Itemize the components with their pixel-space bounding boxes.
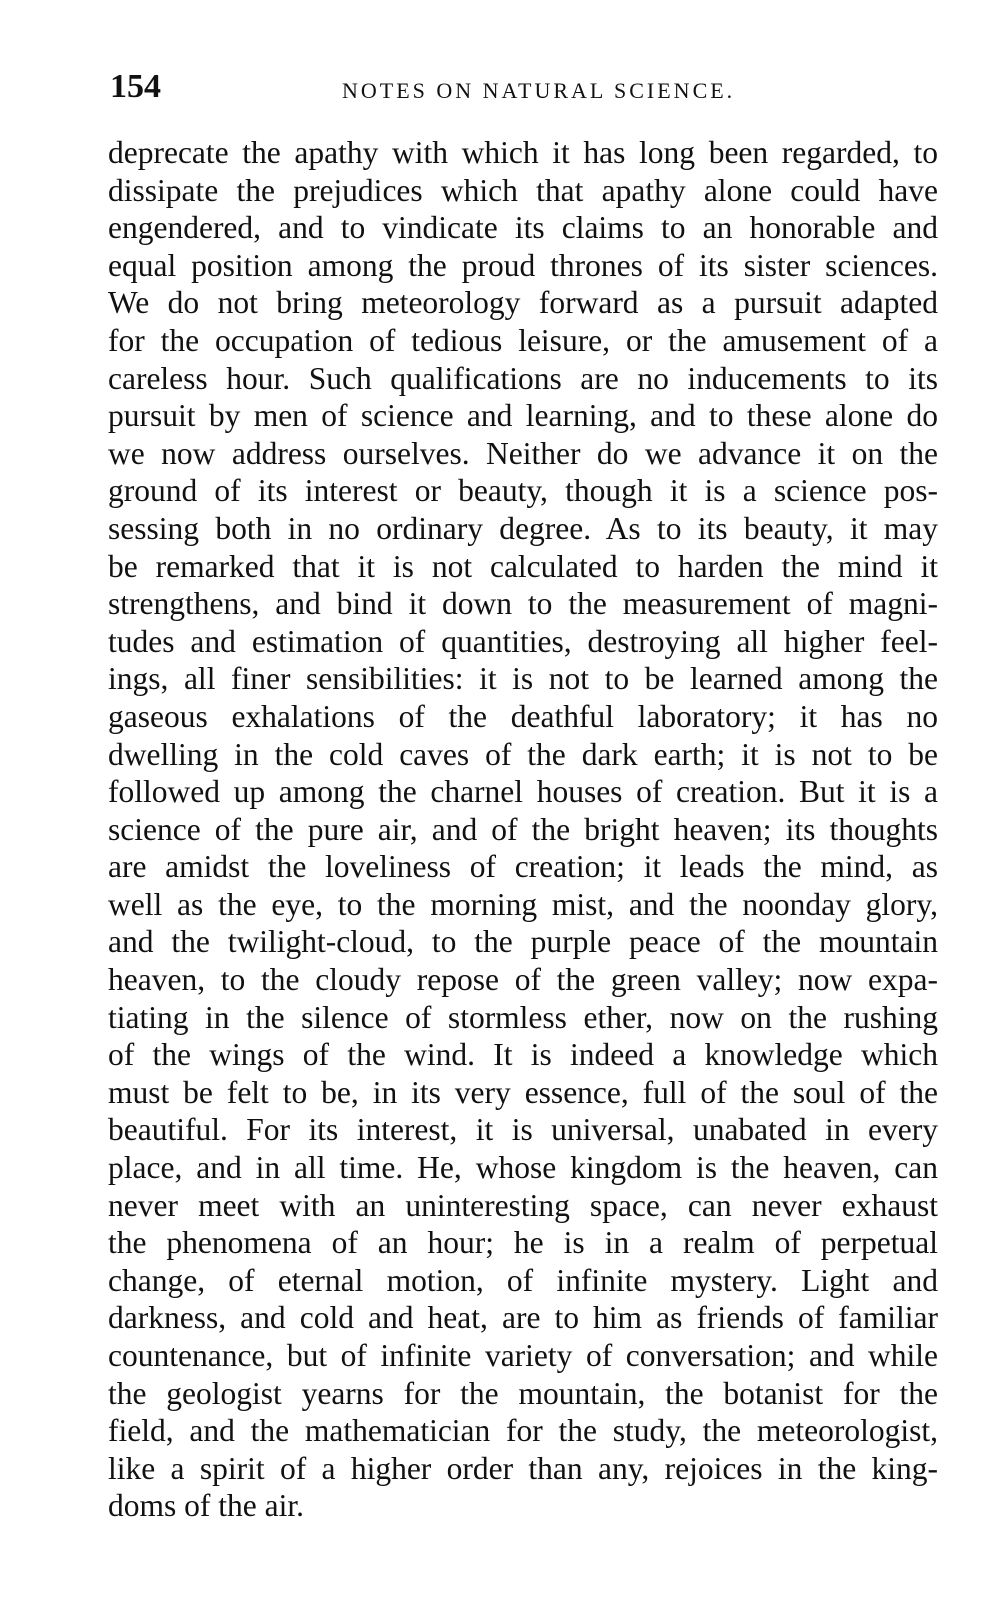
text-line: strengthens, and bind it down to the measurement of magni-: [108, 586, 938, 622]
text-line: and the twilight-cloud, to the purple peace of the mountain: [108, 924, 938, 960]
text-line: engendered, and to vindicate its claims to an honorable and: [108, 210, 938, 246]
text-line: science of the pure air, and of the bright heaven; its thoughts: [108, 811, 938, 847]
text-line: beautiful. For its interest, it is universal, unabated in every: [108, 1112, 938, 1148]
text-line: sessing both in no ordinary degree. As to its beauty, it may: [108, 510, 938, 546]
text-line: well as the eye, to the morning mist, and the noonday glory,: [108, 886, 938, 922]
text-line: ground of its interest or beauty, though it is a science pos-: [108, 473, 938, 509]
text-line: we now address ourselves. Neither do we advance it on the: [108, 435, 938, 471]
text-line: like a spirit of a higher order than any, rejoices in the king-: [108, 1450, 938, 1486]
text-line: followed up among the charnel houses of creation. But it is a: [108, 774, 938, 810]
text-line: are amidst the loveliness of creation; it leads the mind, as: [108, 849, 938, 885]
text-line: careless hour. Such qualifications are no inducements to its: [108, 360, 938, 396]
text-line: must be felt to be, in its very essence, full of the soul of the: [108, 1074, 938, 1110]
text-line: equal position among the proud thrones of its sister sciences.: [108, 247, 938, 283]
text-line: never meet with an uninteresting space, can never exhaust: [108, 1187, 938, 1223]
text-line: dissipate the prejudices which that apathy alone could have: [108, 172, 938, 208]
text-line: be remarked that it is not calculated to harden the mind it: [108, 548, 938, 584]
text-line: doms of the air.: [108, 1488, 304, 1524]
text-line: the geologist yearns for the mountain, the botanist for the: [108, 1375, 938, 1411]
text-line: darkness, and cold and heat, are to him as friends of familiar: [108, 1300, 938, 1336]
running-title: NOTES ON NATURAL SCIENCE.: [342, 78, 736, 103]
text-line: the phenomena of an hour; he is in a realm of perpetual: [108, 1225, 938, 1261]
running-head: [110, 62, 940, 106]
page-number: 154: [110, 68, 161, 105]
text-line: field, and the mathematician for the study, the meteorologist,: [108, 1413, 938, 1449]
text-line: deprecate the apathy with which it has long been regarded, to: [108, 135, 938, 170]
text-line: countenance, but of infinite variety of conversation; and while: [108, 1338, 938, 1373]
text-line: pursuit by men of science and learning, and to these alone do: [108, 398, 938, 434]
text-line: place, and in all time. He, whose kingdom is the heaven, can: [108, 1150, 938, 1186]
text-line: heaven, to the cloudy repose of the green valley; now expa-: [108, 962, 938, 998]
text-line: gaseous exhalations of the deathful laboratory; it has no: [108, 698, 938, 734]
text-line: change, of eternal motion, of infinite mystery. Light and: [108, 1262, 938, 1298]
text-line: tiating in the silence of stormless ether, now on the rushing: [108, 999, 938, 1035]
text-line: dwelling in the cold caves of the dark earth; it is not to be: [108, 736, 938, 772]
text-line: tudes and estimation of quantities, destroying all higher feel-: [108, 623, 938, 659]
body-paragraph: [108, 134, 938, 1525]
text-line: for the occupation of tedious leisure, or the amusement of a: [108, 322, 938, 358]
text-line: We do not bring meteorology forward as a pursuit adapted: [108, 285, 938, 321]
text-line: ings, all finer sensibilities: it is not to be learned among the: [108, 661, 938, 697]
text-line: of the wings of the wind. It is indeed a knowledge which: [108, 1037, 938, 1073]
